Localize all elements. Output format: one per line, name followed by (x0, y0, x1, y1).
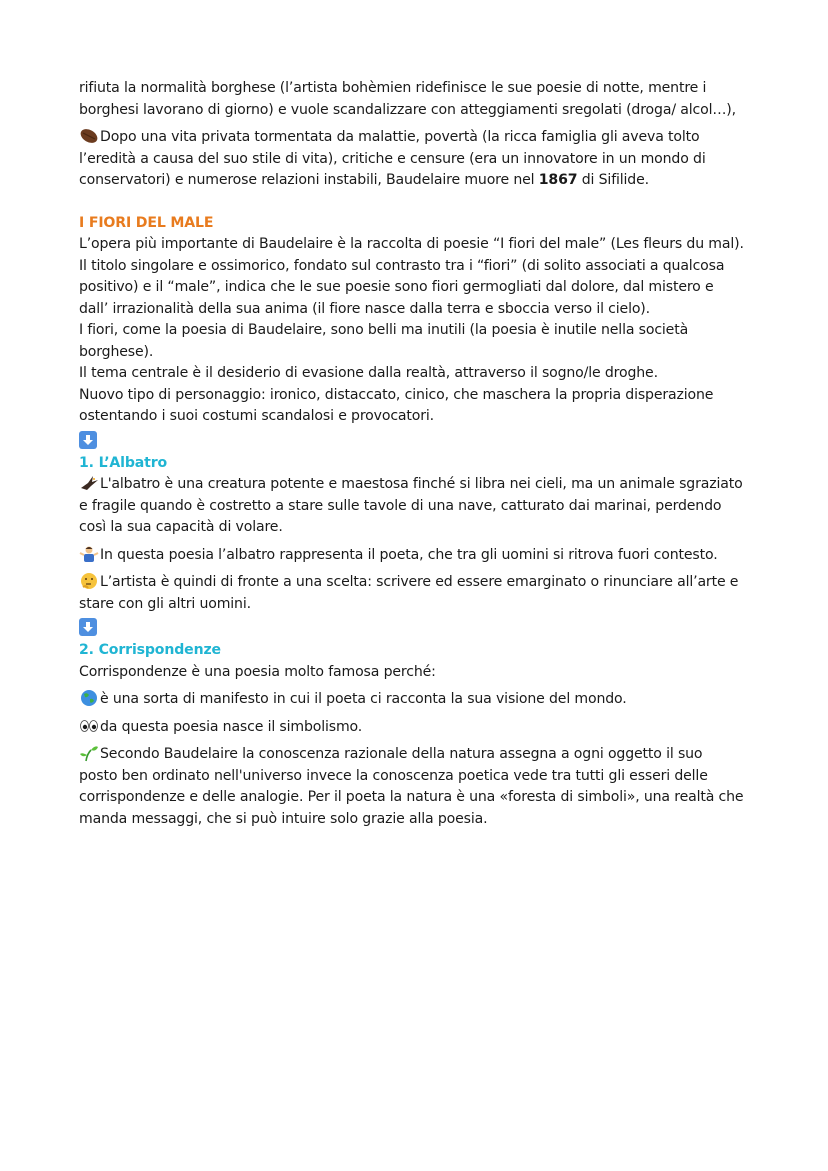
death-text-post: di Sifilide. (577, 172, 649, 188)
fiori-paragraph-1: L’opera più importante di Baudelaire è la raccolta di poesie “I fiori del male” (Les fleurs du mal). (79, 236, 744, 252)
arrow-down-box-icon (79, 618, 97, 636)
arrow-row-1 (79, 431, 744, 453)
brown-bean-icon (79, 127, 99, 144)
section-heading-corrispondenze: 2. Corrispondenze (79, 642, 221, 658)
death-year: 1867 (538, 172, 578, 188)
globe-icon (79, 689, 99, 706)
fiori-paragraph-5: Nuovo tipo di personaggio: ironico, distaccato, cinico, che maschera la propria disperazione ostentando i suoi costumi scandalosi e provocatori. (79, 386, 714, 424)
fiori-paragraph-3: I fiori, come la poesia di Baudelaire, sono belli ma inutili (la poesia è inutile nella società borghese). (79, 322, 689, 360)
corrispondenze-paragraph-2: è una sorta di manifesto in cui il poeta ci racconta la sua visione del mondo. (79, 689, 744, 711)
corrispondenze-paragraph-1: Corrispondenze è una poesia molto famosa perché: (79, 663, 436, 680)
fiori-paragraph-4: Il tema centrale è il desiderio di evasione dalla realtà, attraverso il sogno/le droghe. (79, 365, 658, 381)
corrispondenze-paragraph-4: Secondo Baudelaire la conoscenza razionale della natura assegna a ogni oggetto il suo posto ben ordinato nell'universo invece la conoscenza poetica vede tra tutti gli esseri delle corrispondenze e delle analogie. Per il poeta la natura è una «foresta di simboli», una realtà che manda messaggi, che si può intuire solo grazie alla poesia. (79, 746, 744, 827)
sprout-icon (79, 744, 99, 761)
thinking-face-icon (79, 572, 99, 589)
arrow-down-box-icon (79, 431, 97, 449)
eyes-icon (79, 717, 99, 734)
death-paragraph (79, 127, 744, 192)
death-text-pre: Dopo una vita privata tormentata da malattie, povertà (la ricca famiglia gli aveva tolto l’eredità a causa del suo stile di vita), critiche e censure (era un innovatore in un mondo di conservatori) e numerose relazioni instabili, Baudelaire muore nel (79, 129, 706, 188)
arrow-row-2 (79, 618, 744, 640)
section-heading-fiori: I FIORI DEL MALE (79, 214, 214, 231)
albatro-paragraph-3: L’artista è quindi di fronte a una scelta: scrivere ed essere emarginato o rinunciare all’arte e stare con gli altri uomini. (79, 574, 739, 612)
bird-icon (79, 474, 99, 491)
albatro-paragraph-1: L'albatro è una creatura potente e maestosa finché si libra nei cieli, ma un animale sgraziato e fragile quando è costretto a stare sulle tavole di una nave, catturato dai marinai, perdendo così la sua capacità di volare. (79, 476, 743, 535)
person-shrugging-icon (79, 545, 99, 562)
corrispondenze-paragraph-3: da questa poesia nasce il simbolismo. (79, 717, 744, 739)
albatro-paragraph-2: In questa poesia l’albatro rappresenta il poeta, che tra gli uomini si ritrova fuori contesto. (79, 545, 744, 567)
section-heading-albatro: 1. L’Albatro (79, 454, 168, 471)
intro-paragraph: rifiuta la normalità borghese (l’artista bohèmien ridefinisce le sue poesie di notte, mentre i borghesi lavorano di giorno) e vuole scandalizzare con atteggiamenti sregolati (droga/ alcol…), (79, 80, 736, 118)
fiori-paragraph-2: Il titolo singolare e ossimorico, fondato sul contrasto tra i “fiori” (di solito associati a qualcosa positivo) e il “male”, indica che le sue poesie sono fiori germogliati dal dolore, dal mistero e dall’ irrazionalità della sua anima (il fiore nasce dalla terra e sboccia verso il cielo). (79, 257, 725, 317)
